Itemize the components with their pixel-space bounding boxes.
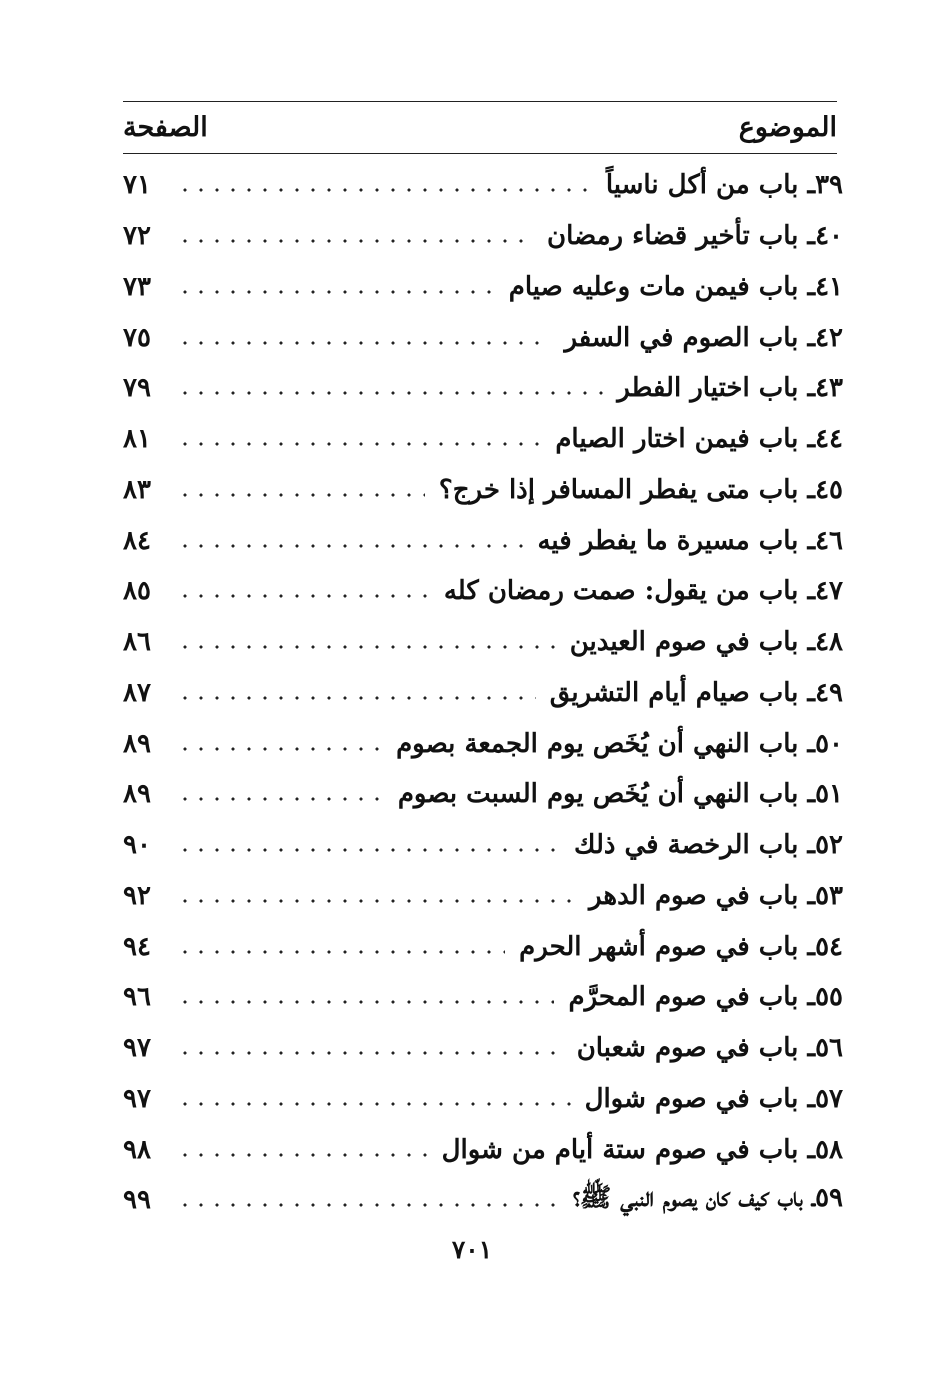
- header-rule: [123, 153, 837, 154]
- toc-entry: [123, 1023, 843, 1074]
- dot-leader: [177, 1153, 428, 1157]
- dot-leader: [177, 239, 533, 243]
- entry-title: ٥٩ـ باب كيف كان يصوم النبي ﷺ؟: [572, 1183, 843, 1214]
- toc-entry: [123, 1175, 843, 1226]
- dot-leader: [177, 696, 536, 700]
- entry-title: ٤٧ـ باب من يقول: صمت رمضان كله: [443, 576, 843, 607]
- dot-leader: [177, 1000, 554, 1004]
- entry-page-number: ٩٨: [123, 1134, 151, 1165]
- entry-page-number: ٩٦: [123, 982, 151, 1013]
- entry-page-number: ٨٦: [123, 627, 151, 658]
- dot-leader: [177, 747, 382, 751]
- dot-leader: [177, 188, 592, 192]
- toc-entry: [123, 414, 843, 465]
- entry-title: ٤٣ـ باب اختيار الفطر: [617, 373, 843, 404]
- entry-page-number: ٨٣: [123, 474, 151, 505]
- entry-title: ٤٦ـ باب مسيرة ما يفطر فيه: [537, 525, 843, 556]
- entry-page-number: ٧١: [123, 170, 151, 201]
- entry-title: ٤٤ـ باب فيمن اختار الصيام: [555, 424, 843, 455]
- entry-page-number: ٨٧: [123, 677, 151, 708]
- dot-leader: [177, 645, 556, 649]
- entry-title: ٥٦ـ باب في صوم شعبان: [576, 1033, 843, 1064]
- entry-page-number: ٩٧: [123, 1033, 151, 1064]
- toc-entry: [123, 1074, 843, 1125]
- toc-list: [123, 160, 843, 1226]
- topic-column-heading: الموضوع: [738, 111, 837, 143]
- toc-entry: [123, 617, 843, 668]
- toc-entry: [123, 211, 843, 262]
- entry-page-number: ٨٤: [123, 525, 151, 556]
- dot-leader: [177, 391, 603, 395]
- dot-leader: [177, 493, 425, 497]
- entry-page-number: ٧٩: [123, 373, 151, 404]
- entry-page-number: ٨٩: [123, 779, 151, 810]
- entry-page-number: ٨٩: [123, 728, 151, 759]
- toc-header: [123, 104, 837, 150]
- entry-title: ٥٤ـ باب في صوم أشهر الحرم: [519, 931, 843, 962]
- dot-leader: [177, 1203, 559, 1207]
- entry-title: ٥١ـ باب النهي أن يُخَص يوم السبت بصوم: [397, 779, 843, 810]
- toc-entry: [123, 465, 843, 516]
- toc-entry: [123, 871, 843, 922]
- entry-title: ٥٧ـ باب في صوم شوال: [584, 1083, 843, 1114]
- dot-leader: [177, 544, 523, 548]
- entry-page-number: ٩٠: [123, 830, 151, 861]
- toc-entry: [123, 363, 843, 414]
- entry-page-number: ٨١: [123, 424, 151, 455]
- top-rule: [123, 101, 837, 102]
- entry-title: ٤٢ـ باب الصوم في السفر: [564, 322, 843, 353]
- dot-leader: [177, 797, 384, 801]
- entry-page-number: ٨٥: [123, 576, 151, 607]
- dot-leader: [177, 290, 495, 294]
- entry-page-number: ٩٧: [123, 1083, 151, 1114]
- dot-leader: [177, 594, 430, 598]
- toc-entry: [123, 668, 843, 719]
- entry-page-number: ٧٥: [123, 322, 151, 353]
- toc-entry: [123, 718, 843, 769]
- entry-page-number: ٧٣: [123, 271, 151, 302]
- dot-leader: [177, 1102, 571, 1106]
- entry-title: ٤٥ـ باب متى يفطر المسافر إذا خرج؟: [438, 474, 843, 505]
- entry-title: ٥٢ـ باب الرخصة في ذلك: [574, 830, 843, 861]
- dot-leader: [177, 899, 575, 903]
- entry-title: ٤١ـ باب فيمن مات وعليه صيام: [508, 271, 843, 302]
- entry-page-number: ٩٢: [123, 880, 151, 911]
- toc-entry: [123, 769, 843, 820]
- dot-leader: [177, 950, 505, 954]
- page-column-heading: الصفحة: [123, 111, 208, 143]
- dot-leader: [177, 341, 550, 345]
- entry-page-number: ٩٤: [123, 931, 151, 962]
- folio-page-number: ٧٠١: [451, 1235, 493, 1264]
- toc-entry: [123, 1124, 843, 1175]
- entry-title: ٥٨ـ باب في صوم ستة أيام من شوال: [441, 1134, 843, 1165]
- dot-leader: [177, 848, 560, 852]
- toc-entry: [123, 160, 843, 211]
- toc-entry: [123, 972, 843, 1023]
- dot-leader: [177, 1051, 563, 1055]
- entry-title: ٣٩ـ باب من أكل ناسياً: [605, 170, 843, 201]
- entry-title: ٥٣ـ باب في صوم الدهر: [589, 880, 843, 911]
- entry-title: ٥٠ـ باب النهي أن يُخَص يوم الجمعة بصوم: [396, 728, 843, 759]
- toc-entry: [123, 820, 843, 871]
- dot-leader: [177, 442, 541, 446]
- entry-title: ٤٠ـ باب تأخير قضاء رمضان: [547, 221, 843, 252]
- toc-entry: [123, 566, 843, 617]
- entry-title: ٤٩ـ باب صيام أيام التشريق: [549, 677, 843, 708]
- toc-entry: [123, 262, 843, 313]
- toc-entry: [123, 312, 843, 363]
- toc-entry: [123, 515, 843, 566]
- entry-page-number: ٧٢: [123, 221, 151, 252]
- entry-title: ٥٥ـ باب في صوم المحرَّم: [568, 982, 843, 1013]
- entry-page-number: ٩٩: [123, 1185, 151, 1216]
- toc-entry: [123, 921, 843, 972]
- entry-title: ٤٨ـ باب في صوم العيدين: [569, 627, 843, 658]
